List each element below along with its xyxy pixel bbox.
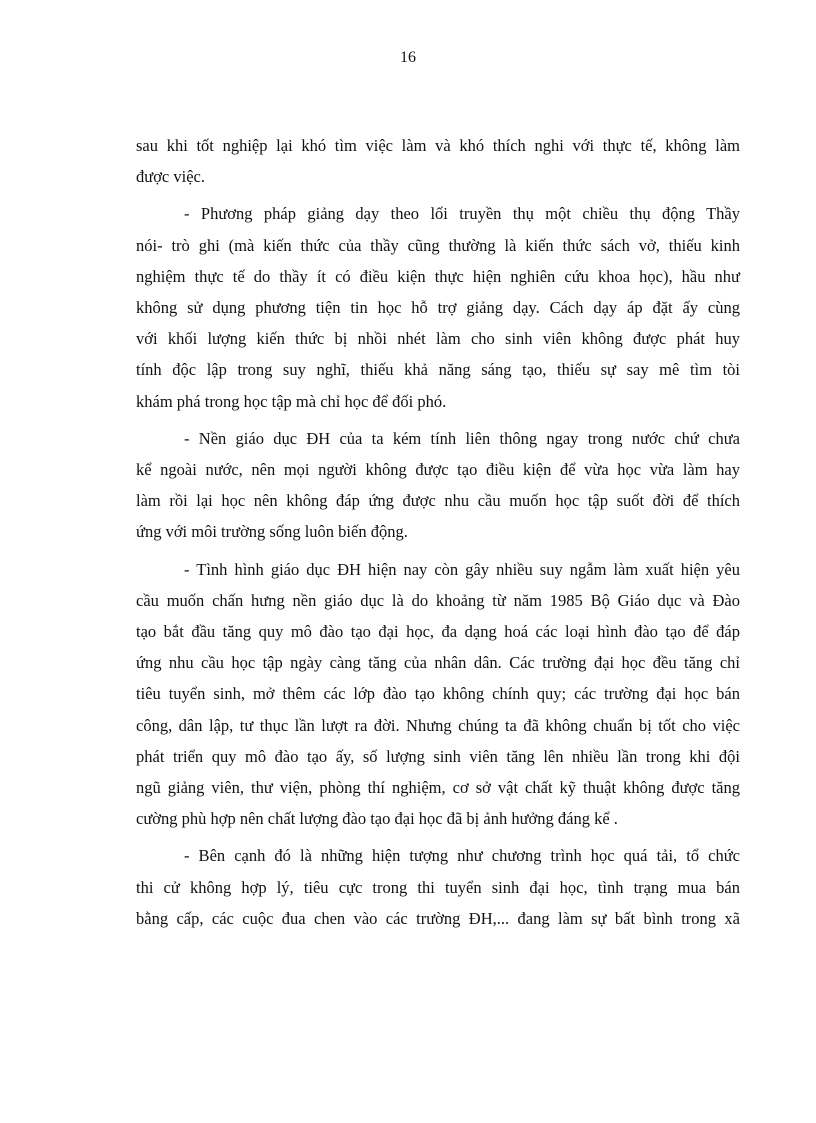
text-line: - Bên cạnh đó là những hiện tượng như chương trình học quá tải, tổ chức xyxy=(184,846,740,866)
text-line: với khối lượng kiến thức bị nhồi nhét làm cho sinh viên không được phát huy xyxy=(136,329,740,349)
text-line: phát triển quy mô đào tạo ấy, số lượng sinh viên tăng lên nhiều lần trong khi đội xyxy=(136,746,740,766)
text-line: nghiệm thực tế do thầy ít có điều kiện thực hiện nghiên cứu khoa học), hầu như xyxy=(136,266,740,286)
text-line: tiêu tuyển sinh, mở thêm các lớp đào tạo không chính quy; các trường đại học bán xyxy=(136,684,740,704)
text-line: ứng nhu cầu học tập ngày càng tăng của nhân dân. Các trường đại học đều tăng chỉ xyxy=(136,653,740,673)
text-line: - Tình hình giáo dục ĐH hiện nay còn gây nhiều suy ngẫm làm xuất hiện yêu xyxy=(184,559,740,579)
text-line: - Phương pháp giảng dạy theo lối truyền thụ một chiều thụ động Thầy xyxy=(184,204,740,224)
paragraph-5 xyxy=(136,840,740,934)
text-line: làm rồi lại học nên không đáp ứng được nhu cầu muốn học tập suốt đời để thích xyxy=(136,491,740,511)
paragraph-2 xyxy=(136,198,740,416)
paragraph-3 xyxy=(136,423,740,548)
text-line: - Nền giáo dục ĐH của ta kém tính liên thông ngay trong nước chứ chưa xyxy=(184,428,740,448)
paragraph-1 xyxy=(136,130,740,192)
text-line: ứng với môi trường sống luôn biến động. xyxy=(136,522,408,542)
text-line: không sử dụng phương tiện tin học hỗ trợ giảng dạy. Cách dạy áp đặt ấy cùng xyxy=(136,298,740,318)
text-line: bằng cấp, các cuộc đua chen vào các trường ĐH,... đang làm sự bất bình trong xã xyxy=(136,908,740,928)
text-line: cường phù hợp nên chất lượng đào tạo đại học đã bị ảnh hưởng đáng kể . xyxy=(136,809,618,829)
text-line: kể ngoài nước, nên mọi người không được tạo điều kiện để vừa học vừa làm hay xyxy=(136,460,740,480)
text-line: ngũ giảng viên, thư viện, phòng thí nghiệm, cơ sở vật chất kỹ thuật không được tăng xyxy=(136,778,740,798)
body-text xyxy=(136,130,740,940)
text-line: sau khi tốt nghiệp lại khó tìm việc làm và khó thích nghi với thực tế, không làm xyxy=(136,136,740,155)
text-line: tính độc lập trong suy nghĩ, thiếu khả năng sáng tạo, thiếu sự say mê tìm tòi xyxy=(136,360,740,380)
text-line: khám phá trong học tập mà chỉ học để đối phó. xyxy=(136,391,447,411)
text-line: công, dân lập, tư thục lần lượt ra đời. Nhưng chúng ta đã không chuẩn bị tốt cho việc xyxy=(136,715,740,735)
text-line: nói- trò ghi (mà kiến thức của thầy cũng thường là kiến thức sách vở, thiếu kinh xyxy=(136,235,740,255)
text-line: được việc. xyxy=(136,167,205,187)
page-number: 16 xyxy=(400,49,416,66)
text-line: thi cử không hợp lý, tiêu cực trong thi tuyển sinh đại học, tình trạng mua bán xyxy=(136,877,740,897)
text-line: cầu muốn chấn hưng nền giáo dục là do khoảng từ năm 1985 Bộ Giáo dục và Đào xyxy=(136,590,740,610)
paragraph-4 xyxy=(136,554,740,835)
text-line: tạo bắt đầu tăng quy mô đào tạo đại học, đa dạng hoá các loại hình đào tạo để đáp xyxy=(136,622,740,642)
